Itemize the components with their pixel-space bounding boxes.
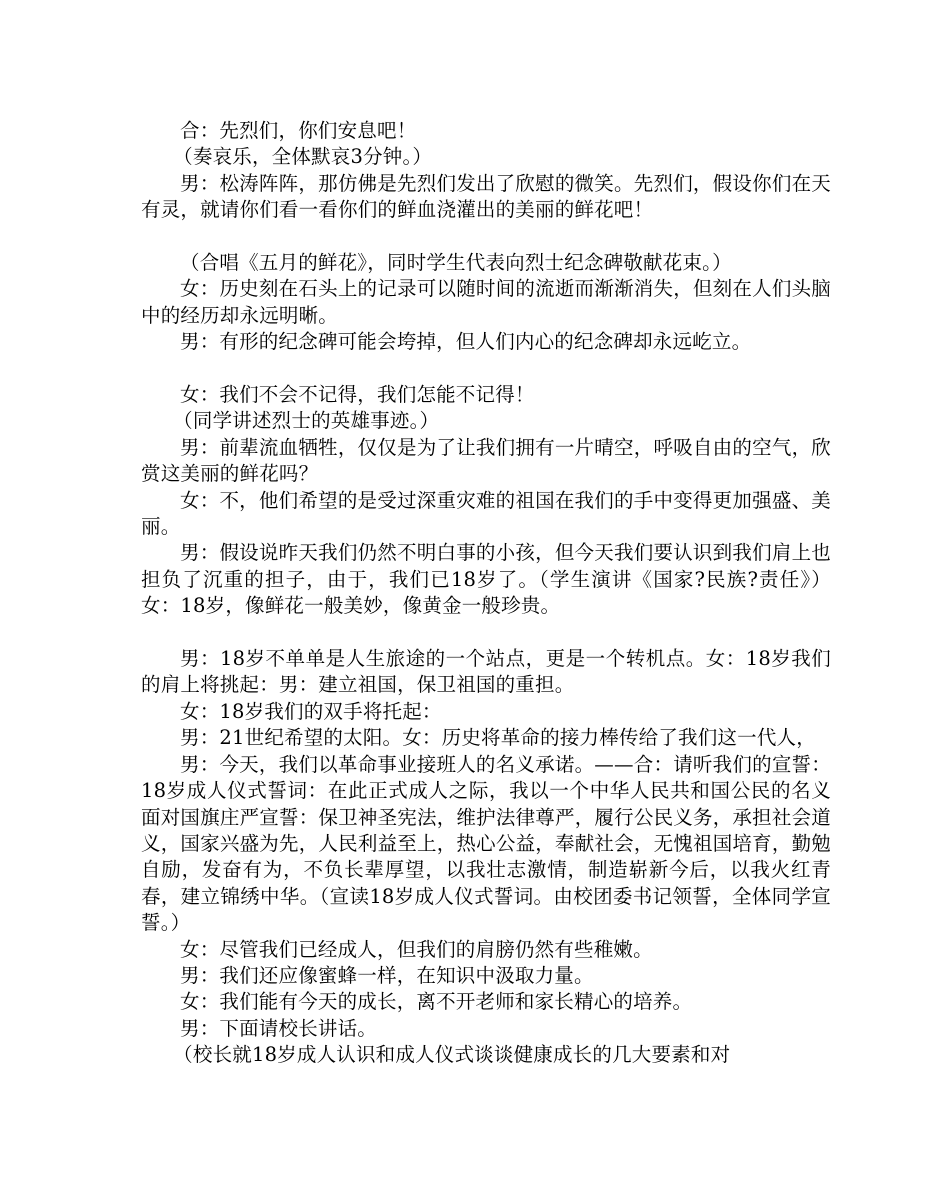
paragraph-3: 男：松涛阵阵，那仿佛是先烈们发出了欣慰的微笑。先烈们，假设你们在天有灵，就请你们看一看你们的鲜血浇灌出的美丽的鲜花吧！ bbox=[141, 171, 831, 222]
paragraph-9: 男：前辈流血牺牲，仅仅是为了让我们拥有一片晴空，呼吸自由的空气，欣赏这美丽的鲜花吗？ bbox=[141, 435, 831, 486]
paragraph-18: 女：我们能有今天的成长，离不开老师和家长精心的培养。 bbox=[180, 990, 693, 1014]
paragraph-12: 男：18岁不单单是人生旅途的一个站点，更是一个转机点。女：18岁我们的肩上将挑起：男：建立祖国，保卫祖国的重担。 bbox=[141, 647, 831, 697]
paragraph-10: 女：不，他们希望的是受过深重灾难的祖国在我们的手中变得更加强盛、美丽。 bbox=[141, 488, 831, 539]
paragraph-1: 合：先烈们，你们安息吧！ bbox=[180, 119, 417, 142]
paragraph-8: （同学讲述烈士的英雄事迹。） bbox=[173, 409, 440, 433]
paragraph-6: 男：有形的纪念碑可能会垮掉，但人们内心的纪念碑却永远屹立。 bbox=[180, 330, 752, 354]
paragraph-7: 女：我们不会不记得，我们怎能不记得！ bbox=[180, 383, 535, 407]
paragraph-11: 男：假设说昨天我们仍然不明白事的小孩，但今天我们要认识到我们肩上也担负了沉重的担子，由于，我们已18岁了。（学生演讲《国家?民族?责任》）女：18岁，像鲜花一般美妙，像黄金一般珍贵。 bbox=[141, 541, 831, 618]
paragraph-17: 男：我们还应像蜜蜂一样，在知识中汲取力量。 bbox=[180, 963, 594, 987]
paragraph-16: 女：尽管我们已经成人，但我们的肩膀仍然有些稚嫩。 bbox=[180, 937, 653, 961]
paragraph-13: 女：18岁我们的双手将托起： bbox=[180, 699, 442, 723]
paragraph-4: （合唱《五月的鲜花》，同时学生代表向烈士纪念碑敬献花束。） bbox=[180, 251, 732, 275]
paragraph-20: （校长就18岁成人认识和成人仪式谈谈健康成长的几大要素和对 bbox=[173, 1043, 731, 1067]
paragraph-15: 男：今天，我们以革命事业接班人的名义承诺。——合：请听我们的宣誓：18岁成人仪式誓词：在此正式成人之际，我以一个中华人民共和国公民的名义面对国旗庄严宣誓：保卫神圣宪法，维护法律尊严，履行公民义务，承担社会道义，国家兴盛为先，人民利益至上，热心公益，奉献社会，无愧祖国培育，勤勉自励，发奋有为，不负长辈厚望，以我壮志激情，制造崭新今后，以我火红青春，建立锦绣中华。（宣读18岁成人仪式誓词。由校团委书记领誓，全体同学宣誓。） bbox=[141, 752, 831, 935]
paragraph-5: 女：历史刻在石头上的记录可以随时间的流逝而渐渐消失，但刻在人们头脑中的经历却永远明晰。 bbox=[141, 277, 831, 327]
paragraph-19: 男：下面请校长讲话。 bbox=[180, 1016, 378, 1040]
paragraph-14: 男：21世纪希望的太阳。女：历史将革命的接力棒传给了我们这一代人， bbox=[180, 726, 816, 750]
paragraph-2: （奏哀乐，全体默哀3分钟。） bbox=[173, 145, 433, 169]
document-body bbox=[141, 118, 831, 1069]
